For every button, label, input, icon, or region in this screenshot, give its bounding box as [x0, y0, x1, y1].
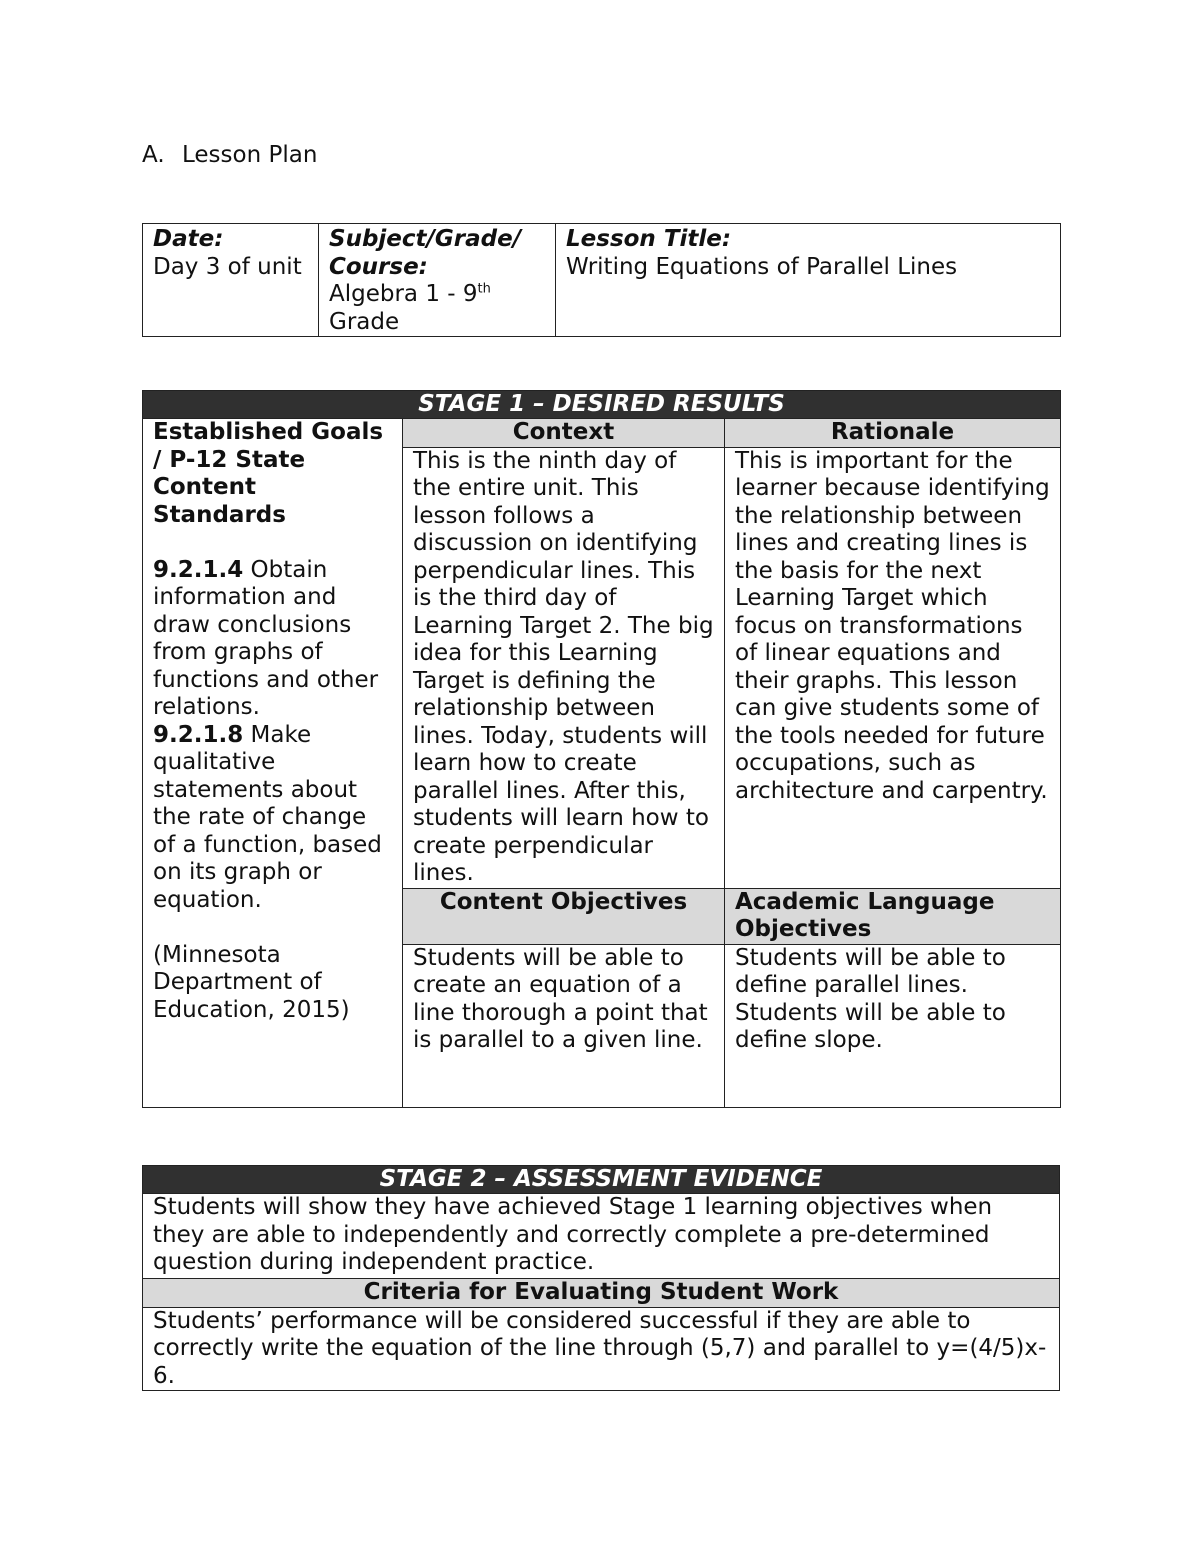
subject-label: Subject/Grade/ Course: — [329, 226, 522, 280]
content-objectives-text: Students will be able to create an equation of a line thorough a point that is parallel to a given line. — [403, 944, 725, 1107]
goals-heading: Established Goals / P-12 State Content Standards — [153, 419, 384, 528]
stage1-table — [142, 390, 1061, 1108]
stage2-heading: STAGE 2 – ASSESSMENT EVIDENCE — [143, 1166, 1060, 1194]
established-goals-cell — [143, 419, 403, 1108]
section-number: A. — [142, 142, 165, 168]
standard-9-2-1-8: 9.2.1.8 Make qualitative statements about the rate of change of a function, based on its graph or equation. — [153, 721, 382, 913]
criteria-text: Students’ performance will be considered successful if they are able to correctly write the equation of the line through (5,7) and parallel to y=(4/5)x-6. — [143, 1307, 1060, 1391]
date-value: Day 3 of unit — [153, 253, 302, 280]
content-objectives-heading: Content Objectives — [403, 888, 725, 944]
stage1-heading: STAGE 1 – DESIRED RESULTS — [143, 391, 1061, 419]
standard-9-2-1-4: 9.2.1.4 Obtain information and draw conclusions from graphs of functions and other relations. — [153, 556, 379, 720]
context-heading: Context — [403, 419, 725, 448]
rationale-text: This is important for the learner because identifying the relationship between lines and creating lines is the basis for the next Learning Target which focus on transformations of linear equations and their graphs. This lesson can give students some of the tools needed for future occupations, such as architecture and carpentry. — [725, 447, 1061, 888]
lesson-title-label: Lesson Title: — [566, 226, 732, 252]
section-title: Lesson Plan — [182, 142, 318, 168]
lesson-info-table — [142, 223, 1061, 337]
academic-language-heading: Academic Language Objectives — [725, 888, 1061, 944]
lesson-title-value: Writing Equations of Parallel Lines — [566, 253, 958, 280]
subject-value: Algebra 1 - 9th Grade — [329, 281, 491, 335]
context-text: This is the ninth day of the entire unit. This lesson follows a discussion on identifying perpendicular lines. This is the third day of Learning Target 2. The big idea for this Learning Target is defining the relationship between lines. Today, students will learn how to create parallel lines. After this, students will learn how to create perpendicular lines. — [403, 447, 725, 888]
stage2-table — [142, 1165, 1060, 1391]
goals-citation: (Minnesota Department of Education, 2015) — [153, 941, 350, 1023]
assessment-evidence-text: Students will show they have achieved Stage 1 learning objectives when they are able to independently and correctly complete a pre-determined question during independent practice. — [143, 1194, 1060, 1279]
date-cell — [143, 224, 319, 337]
academic-language-text: Students will be able to define parallel lines. Students will be able to define slope. — [725, 944, 1061, 1107]
rationale-heading: Rationale — [725, 419, 1061, 448]
lesson-title-cell — [556, 224, 1061, 337]
subject-cell — [319, 224, 556, 337]
criteria-heading: Criteria for Evaluating Student Work — [143, 1279, 1060, 1308]
section-heading — [142, 142, 317, 170]
date-label: Date: — [153, 226, 224, 252]
